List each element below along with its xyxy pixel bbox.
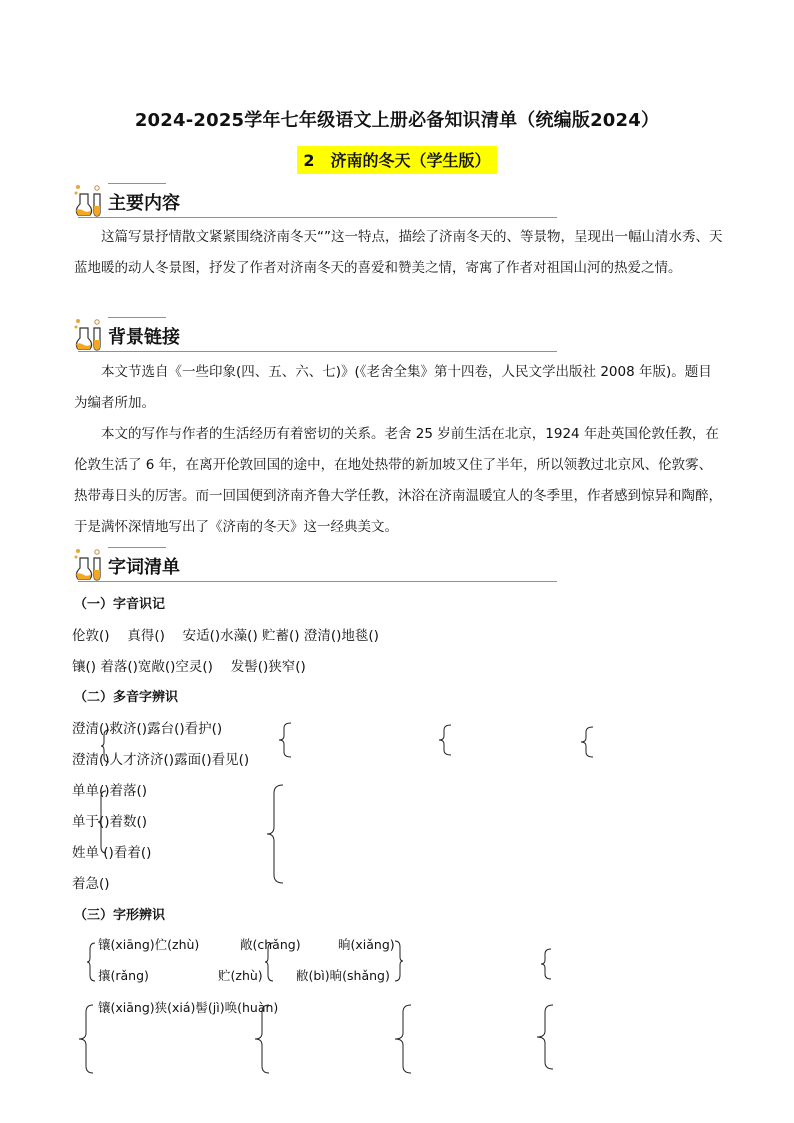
polyphone-line-4: 单于()着数() — [72, 814, 148, 830]
shape-line-1b: 敞(chǎng) — [240, 937, 301, 952]
brace-icon — [438, 724, 452, 756]
polyphone-line-2: 澄清()人才济济()露面()看见() — [72, 752, 250, 768]
pronunciation-line-2: 镶() 着落()宽敞()空灵() 发髻()狭窄() — [72, 659, 306, 675]
brace-icon — [580, 726, 594, 758]
brace-icon — [278, 722, 292, 758]
shape-line-2c: 敝(bì)晌(shǎng) — [296, 968, 390, 983]
brace-icon — [264, 942, 274, 982]
flask-icon — [72, 546, 102, 582]
sub-heading-polyphone: （二）多音字辨识 — [74, 690, 179, 705]
section-heading-main: 主要内容 — [108, 193, 180, 214]
brace-icon — [394, 940, 404, 982]
flask-icon — [72, 182, 102, 218]
polyphone-line-5: 姓单 ()看着() — [72, 845, 152, 861]
shape-line-3: 镶(xiāng)狭(xiá)髻(jì)唤(huàn) — [98, 1000, 279, 1015]
subtitle-wrap — [0, 146, 794, 174]
polyphone-line-6: 着急() — [72, 876, 110, 892]
shape-line-1a: 镶(xiāng)伫(zhù) — [98, 937, 200, 952]
brace-icon — [540, 948, 552, 980]
brace-icon — [97, 790, 107, 854]
pronunciation-line-1: 伦敦() 真得() 安适()水藻() 贮蓄() 澄清()地毯() — [72, 628, 379, 644]
brace-icon — [254, 1004, 270, 1074]
section-heading-background: 背景链接 — [108, 327, 180, 348]
page-subtitle: 2 济南的冬天（学生版） — [297, 146, 496, 174]
page-title: 2024-2025学年七年级语文上册必备知识清单（统编版2024） — [134, 110, 660, 131]
brace-icon — [266, 784, 284, 884]
brace-icon — [100, 729, 110, 763]
section-heading-words: 字词清单 — [108, 557, 180, 578]
brace-icon — [86, 942, 96, 982]
brace-icon — [394, 1004, 412, 1074]
shape-line-2a: 攘(rǎng) — [98, 968, 149, 983]
brace-icon — [536, 1004, 554, 1070]
polyphone-line-3: 单单()着落() — [72, 783, 148, 799]
brace-icon — [78, 1004, 94, 1074]
flask-icon — [72, 316, 102, 352]
polyphone-line-1: 澄清()救济()露台()看护() — [72, 721, 223, 737]
sub-heading-shape: （三）字形辨识 — [74, 908, 166, 923]
sub-heading-pronunciation: （一）字音识记 — [74, 597, 166, 612]
background-paragraphs: 本文节选自《一些印象(四、五、六、七)》(《老舍全集》第十四卷，人民文学出版社 2008 年版)。题目为编者所加。 本文的写作与作者的生活经历有着密切的关系。老舍 25 岁前生活在北京，1924 年赴英国伦敦任教，在伦敦生活了 6 年，在离开伦敦回国的途中，在地处热带的新加坡又住了半年，所以领教过北京风、伦敦雾、热带毒日头的厉害。而一回国便到济南齐鲁大学任教，沐浴在济南温暖宜人的冬季里，作者感到惊异和陶醉，于是满怀深情地写出了《济南的冬天》这一经典美文。 — [74, 364, 722, 535]
shape-line-1c: 晌(xiǎng) — [338, 937, 395, 952]
shape-line-2b: 贮(zhù) — [218, 968, 263, 983]
main-content-paragraph: 这篇写景抒情散文紧紧围绕济南冬天“”这一特点，描绘了济南冬天的、等景物，呈现出一幅山清水秀、天蓝地暖的动人冬景图，抒发了作者对济南冬天的喜爱和赞美之情，寄寓了作者对祖国山河的热爱之情。 — [74, 229, 723, 276]
